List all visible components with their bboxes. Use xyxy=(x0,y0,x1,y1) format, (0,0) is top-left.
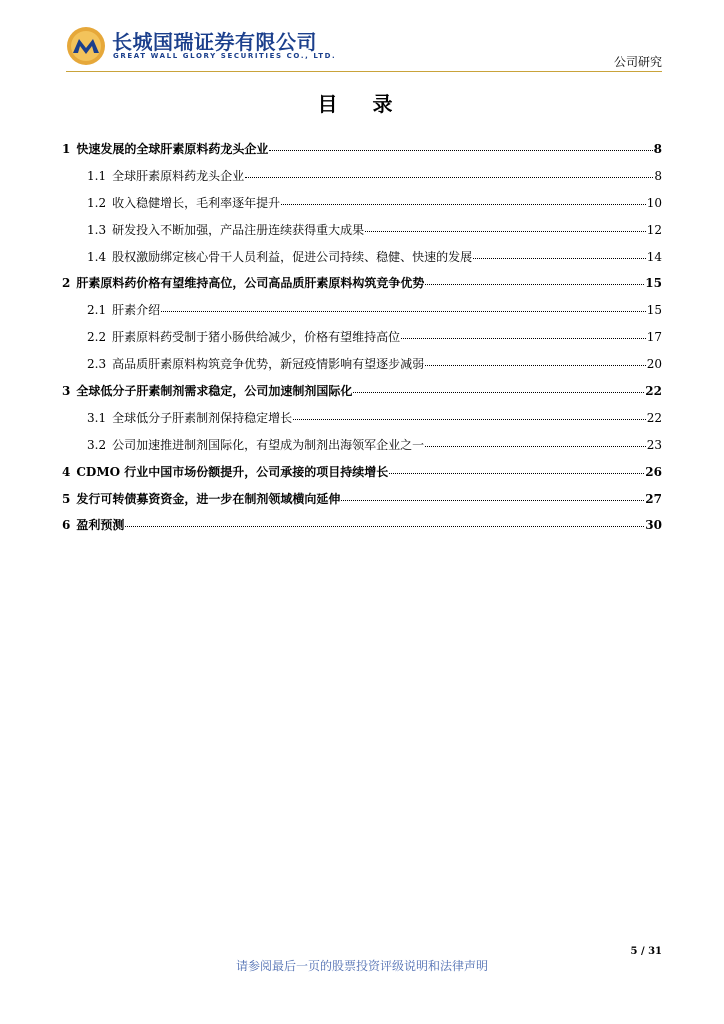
toc-entry[interactable] xyxy=(62,355,662,382)
toc-entry-number: 1.1 xyxy=(87,168,107,183)
footer-disclaimer: 请参阅最后一页的股票投资评级说明和法律声明 xyxy=(235,959,488,973)
toc-entry-number: 2.3 xyxy=(87,357,107,372)
toc-leader-dots xyxy=(245,176,653,178)
toc-entry[interactable] xyxy=(62,328,662,355)
toc-entry[interactable] xyxy=(62,248,662,275)
toc-leader-dots xyxy=(365,230,646,232)
toc-leader-dots xyxy=(401,337,646,339)
toc-entry-title: 盈利预测 xyxy=(76,518,125,533)
toc-entry[interactable] xyxy=(62,490,662,517)
toc-entry-number: 1 xyxy=(62,142,71,156)
toc-entry[interactable] xyxy=(62,221,662,248)
toc-entry-number: 3.2 xyxy=(87,437,107,452)
page-header xyxy=(66,24,662,70)
toc-entry-title: 全球低分子肝素制剂需求稳定，公司加速制剂国际化 xyxy=(76,384,353,399)
company-logo-icon xyxy=(66,26,106,66)
toc-leader-dots xyxy=(425,364,646,366)
toc-entry-page: 12 xyxy=(646,222,662,237)
toc-entry[interactable] xyxy=(62,463,662,490)
toc-leader-dots xyxy=(473,257,646,259)
toc-entry-number: 5 xyxy=(62,491,71,506)
toc-entry-number: 3.1 xyxy=(87,410,107,425)
toc-entry-page: 17 xyxy=(646,330,662,345)
toc-leader-dots xyxy=(425,283,644,285)
header-divider xyxy=(66,71,662,72)
toc-entry-number: 2.1 xyxy=(87,303,107,318)
toc-entry-page: 8 xyxy=(654,168,662,183)
toc-entry[interactable] xyxy=(62,194,662,221)
toc-entry-title: 发行可转债募资资金，进一步在制剂领域横向延伸 xyxy=(76,491,341,506)
toc-entry-title: 收入稳健增长，毛利率逐年提升 xyxy=(112,195,281,210)
toc-entry-page: 22 xyxy=(646,410,662,425)
toc-entry-page: 20 xyxy=(646,357,662,372)
toc-leader-dots xyxy=(125,525,644,527)
toc-entry-number: 6 xyxy=(62,518,71,533)
toc-entry[interactable] xyxy=(62,436,662,463)
toc-entry-title: 全球低分子肝素制剂保持稳定增长 xyxy=(112,410,293,425)
toc-entry-title: 公司加速推进制剂国际化，有望成为制剂出海领军企业之一 xyxy=(112,437,425,452)
toc-entry-page: 30 xyxy=(645,518,662,533)
toc-entry-title: 全球肝素原料药龙头企业 xyxy=(112,168,245,183)
toc-leader-dots xyxy=(269,149,652,151)
toc-entry-title: 高品质肝素原料构筑竞争优势，新冠疫情影响有望逐步减弱 xyxy=(112,357,425,372)
toc-entry-page: 22 xyxy=(645,384,662,399)
toc-leader-dots xyxy=(389,472,644,474)
toc-entry-number: 2.2 xyxy=(87,330,107,345)
toc-entry-number: 1.2 xyxy=(87,195,107,210)
toc-entry[interactable] xyxy=(62,409,662,436)
toc-leader-dots xyxy=(161,310,646,312)
toc-entry-title: 肝素介绍 xyxy=(112,303,161,318)
toc-leader-dots xyxy=(425,445,646,447)
toc-entry-page: 8 xyxy=(653,142,662,156)
toc-entry[interactable] xyxy=(62,516,662,543)
toc-leader-dots xyxy=(293,418,646,420)
toc-entry-page: 15 xyxy=(646,303,662,318)
toc-entry-title: 肝素原料药价格有望维持高位，公司高品质肝素原料构筑竞争优势 xyxy=(76,276,425,291)
toc-entry-page: 10 xyxy=(646,195,662,210)
company-name-cn: 长城国瑞证券有限公司 xyxy=(112,30,317,54)
toc-entry-number: 2 xyxy=(62,276,71,291)
toc-entry-title: 股权激励绑定核心骨干人员利益，促进公司持续、稳健、快速的发展 xyxy=(112,249,473,264)
toc-entry-number: 4 xyxy=(62,464,71,479)
toc-entry[interactable] xyxy=(62,167,662,194)
toc-entry-page: 14 xyxy=(646,249,662,264)
toc-entry[interactable] xyxy=(62,274,662,301)
toc-entry-page: 27 xyxy=(645,491,662,506)
toc-entry-number: 3 xyxy=(62,384,71,399)
toc-entry-page: 23 xyxy=(646,437,662,452)
toc-entry-page: 26 xyxy=(645,464,662,479)
toc-entry[interactable] xyxy=(62,301,662,328)
toc-leader-dots xyxy=(341,499,644,501)
toc-entry-title: CDMO 行业中国市场份额提升，公司承接的项目持续增长 xyxy=(76,464,389,479)
toc-entry-title: 研发投入不断加强，产品注册连续获得重大成果 xyxy=(112,222,365,237)
toc-entry[interactable] xyxy=(62,140,662,167)
toc-entry-number: 1.4 xyxy=(87,249,107,264)
toc-leader-dots xyxy=(281,203,646,205)
table-of-contents xyxy=(62,140,662,543)
toc-leader-dots xyxy=(353,391,644,393)
toc-entry-title: 快速发展的全球肝素原料药龙头企业 xyxy=(76,142,269,156)
toc-entry[interactable] xyxy=(62,382,662,409)
section-label: 公司研究 xyxy=(613,55,662,69)
page-number: 5 / 31 xyxy=(630,946,662,957)
toc-title: 目 录 xyxy=(317,92,407,116)
toc-entry-page: 15 xyxy=(645,276,662,291)
toc-entry-number: 1.3 xyxy=(87,222,107,237)
toc-entry-title: 肝素原料药受制于猪小肠供给减少，价格有望维持高位 xyxy=(112,330,401,345)
company-name-en: GREAT WALL GLORY SECURITIES CO., LTD. xyxy=(113,52,337,60)
